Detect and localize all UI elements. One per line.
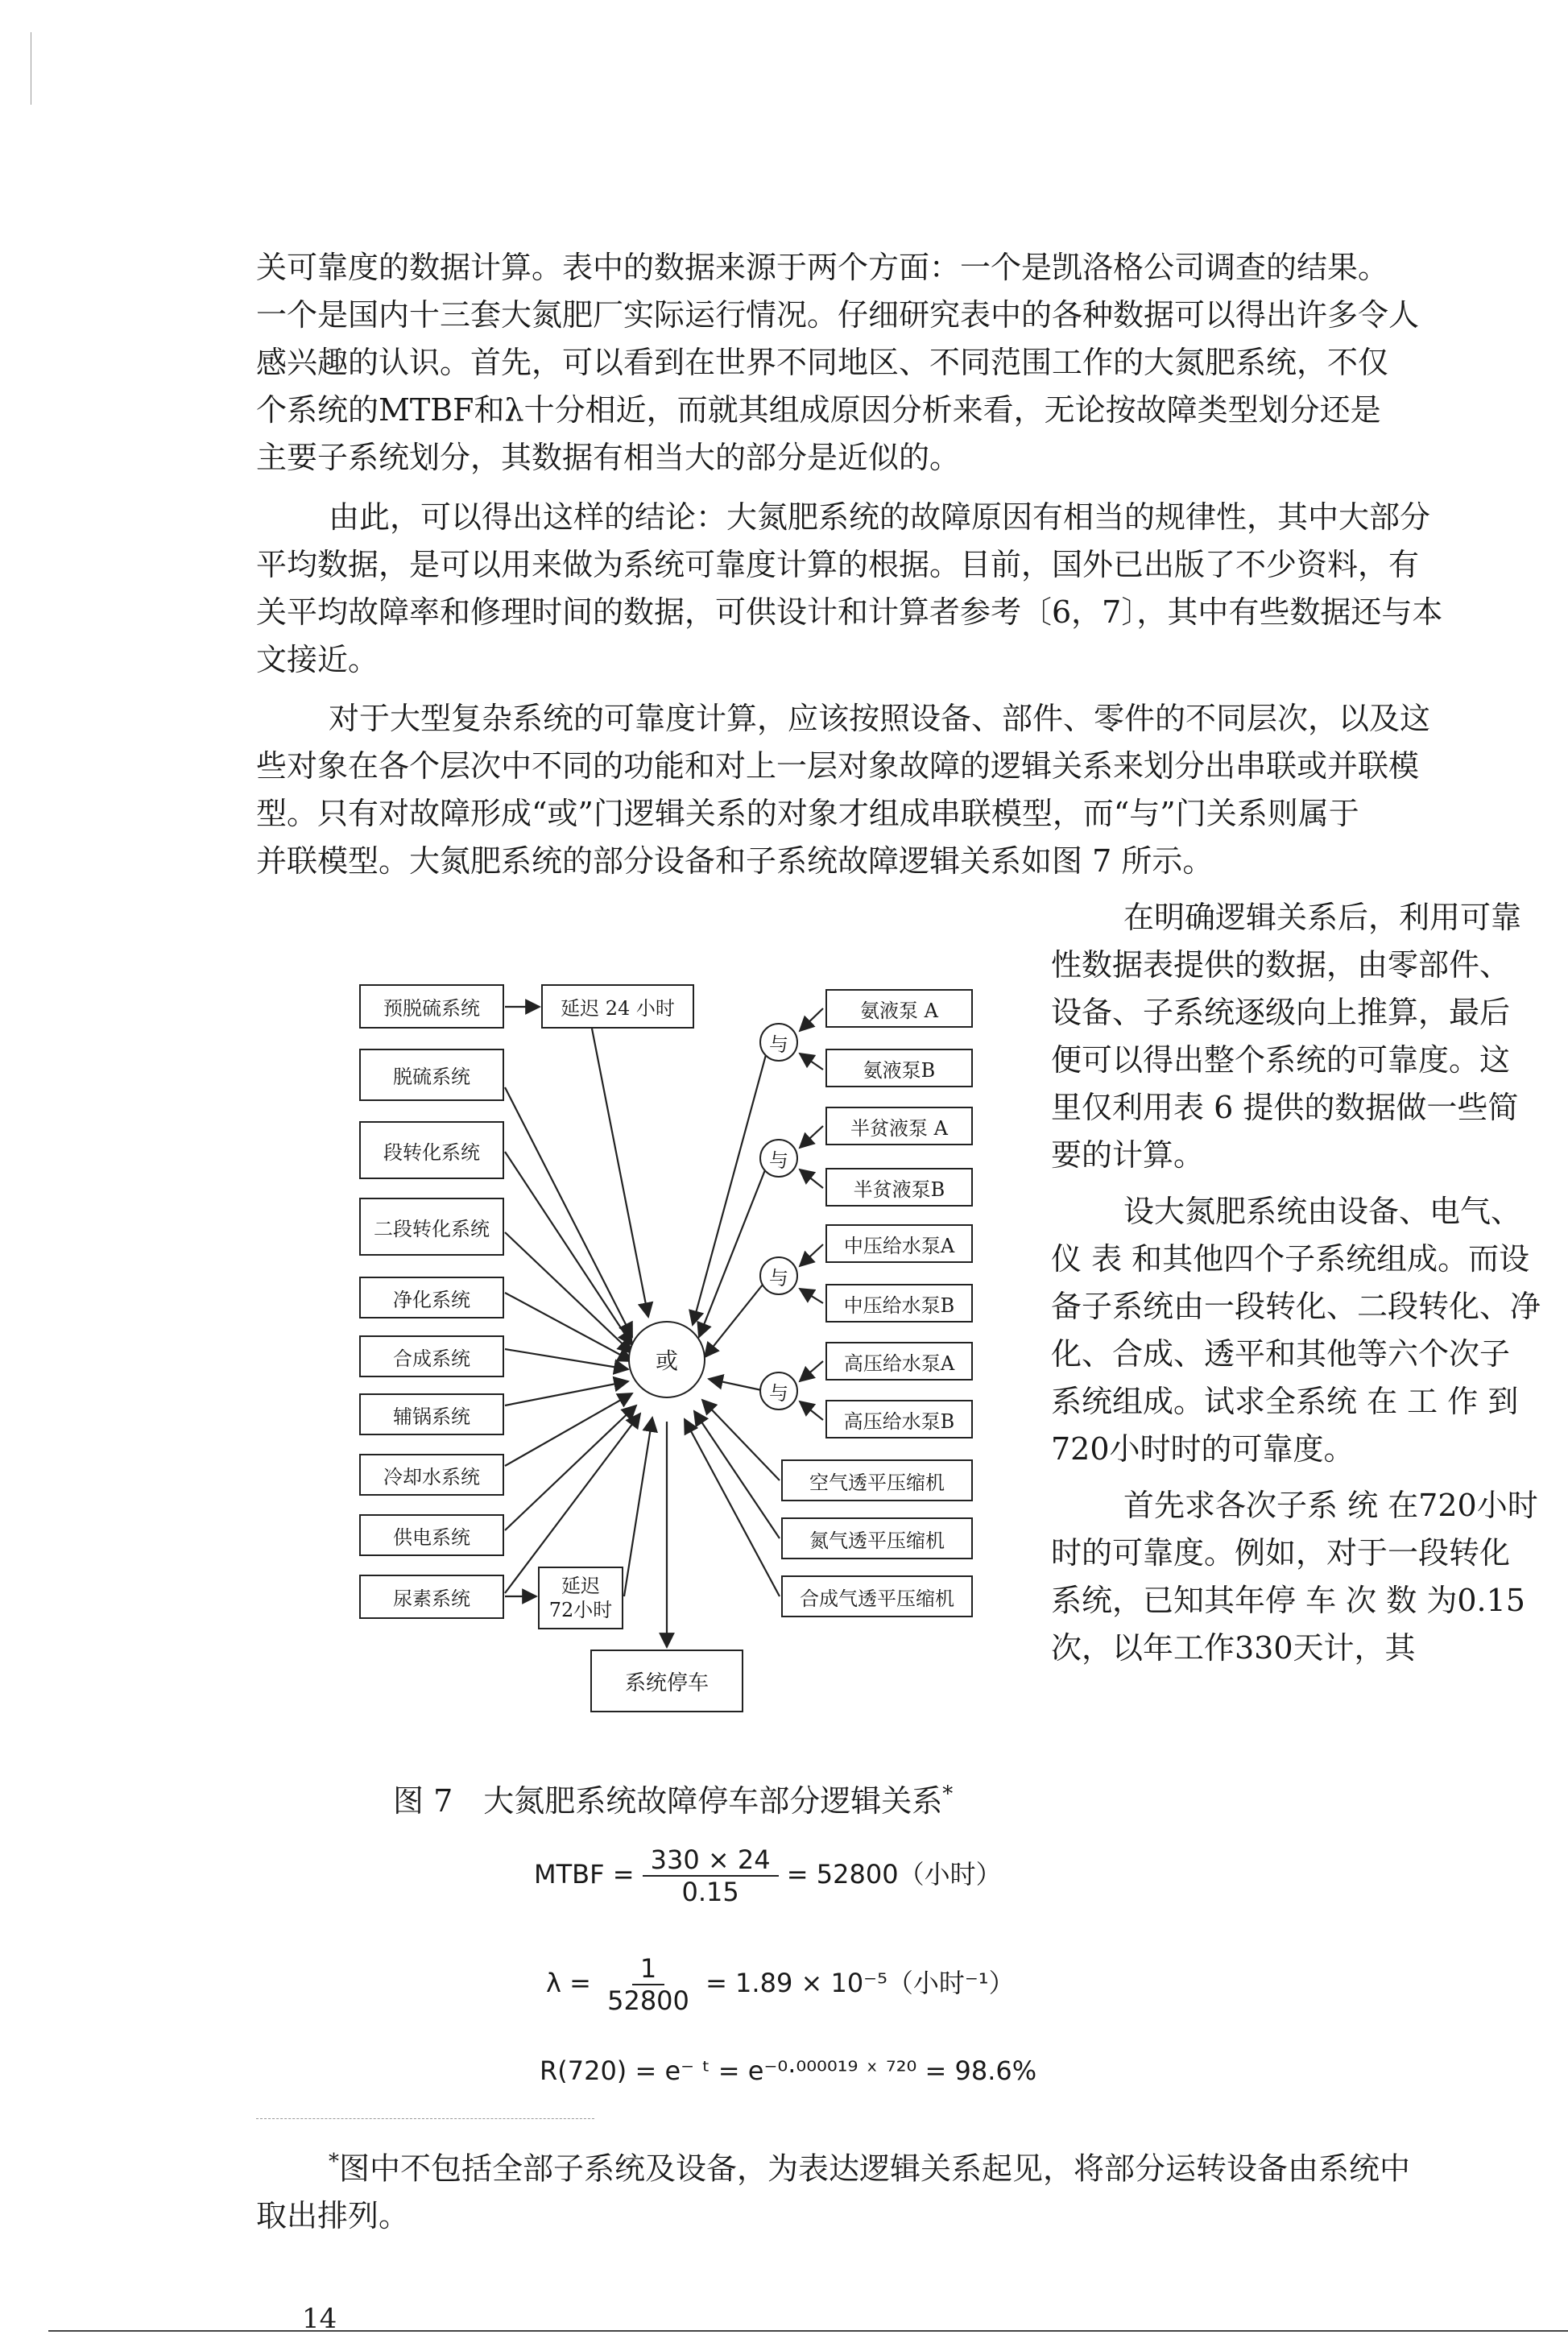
subsystem-box: 段转化系统 [359,1121,504,1179]
bottom-rule [48,2330,1568,2332]
pump-box: 中压给水泵A [825,1224,973,1263]
side-text-line: 时的可靠度。例如，对于一段转化 [1051,1535,1511,1571]
paragraph-line: 关平均故障率和修理时间的数据，可供设计和计算者参考〔6，7〕，其中有些数据还与本 [256,594,1443,630]
or-gate: 或 [628,1321,705,1398]
footnote-line [329,2138,1410,2193]
mtbf-fraction [643,1844,779,1907]
caption-text: 图 7 大氮肥系统故障停车部分逻辑关系 [393,1783,943,1819]
pump-box: 高压给水泵B [825,1400,973,1439]
side-text-line: 首先求各次子系 统 在720小时 [1123,1488,1538,1523]
subsystem-box: 供电系统 [359,1514,504,1556]
paragraph-line: 型。只有对故障形成“或”门逻辑关系的对象才组成串联模型，而“与”门关系则属于 [256,796,1359,831]
mtbf-lhs: MTBF = [534,1859,635,1890]
paragraph-line: 些对象在各个层次中不同的功能和对上一层对象故障的逻辑关系来划分出串联或并联模 [256,748,1420,784]
side-text-line: 里仅利用表 6 提供的数据做一些简 [1051,1090,1519,1125]
mtbf-rhs: = 52800（小时） [786,1859,1002,1890]
side-text-line: 性数据表提供的数据，由零部件、 [1051,947,1511,983]
and-gate: 与 [759,1139,798,1178]
paragraph-line: 关可靠度的数据计算。表中的数据来源于两个方面：一个是凯洛格公司调查的结果。 [256,250,1389,285]
reliability-formula: R(720) = e⁻ ᵗ = e⁻⁰·⁰⁰⁰⁰¹⁹ ˣ ⁷²⁰ = 98.6% [540,2055,1037,2086]
paragraph-line: 主要子系统划分，其数据有相当大的部分是近似的。 [256,440,961,475]
subsystem-box: 冷却水系统 [359,1454,504,1496]
compressor-box: 合成气透平压缩机 [781,1575,973,1617]
subsystem-box: 净化系统 [359,1277,504,1318]
side-text-line: 次，以年工作330天计，其 [1051,1630,1416,1666]
pump-box: 氨液泵B [825,1049,973,1087]
paragraph-line: 一个是国内十三套大氮肥厂实际运行情况。仔细研究表中的各种数据可以得出许多令人 [256,297,1420,333]
subsystem-box: 二段转化系统 [359,1198,504,1256]
paragraph-line: 并联模型。大氮肥系统的部分设备和子系统故障逻辑关系如图 7 所示。 [256,843,1214,879]
lambda-lhs: λ = [546,1968,591,1998]
paragraph-line: 对于大型复杂系统的可靠度计算，应该按照设备、部件、零件的不同层次，以及这 [329,701,1431,736]
side-text-line: 仪 表 和其他四个子系统组成。而设 [1051,1241,1530,1277]
side-text-line: 设大氮肥系统由设备、电气、 [1123,1194,1522,1229]
side-text-line: 系统组成。试求全系统 在 工 作 到 [1051,1384,1519,1419]
side-text-line: 要的计算。 [1051,1137,1205,1173]
subsystem-box: 尿素系统 [359,1575,504,1619]
footnote-mark: * [329,2150,339,2174]
paragraph-line: 感兴趣的认识。首先，可以看到在世界不同地区、不同范围工作的大氮肥系统，不仅 [256,345,1389,380]
caption-footnote-mark: * [942,1782,954,1807]
figure-caption [393,1776,953,1820]
subsystem-box: 辅锅系统 [359,1393,504,1435]
side-text-line: 系统，已知其年停 车 次 数 为0.15 [1051,1583,1525,1618]
pump-box: 半贫液泵 A [825,1107,973,1145]
footnote-text: 图中不包括全部子系统及设备，为表达逻辑关系起见，将部分运转设备由系统中 [339,2151,1411,2187]
subsystem-box: 预脱硫系统 [359,984,504,1029]
compressor-box: 氮气透平压缩机 [781,1517,973,1559]
paragraph-line: 个系统的MTBF和λ十分相近，而就其组成原因分析来看，无论按故障类型划分还是 [256,392,1381,428]
page-number: 14 [302,2303,337,2335]
side-text-line: 720小时时的可靠度。 [1051,1431,1355,1467]
system-shutdown-box: 系统停车 [590,1650,743,1712]
lambda-fraction [599,1953,697,2016]
and-gate: 与 [759,1256,798,1295]
delay-24h-box: 延迟 24 小时 [541,984,694,1029]
side-text-line: 在明确逻辑关系后，利用可靠 [1123,900,1522,935]
mtbf-denominator: 0.15 [681,1877,739,1907]
pump-box: 高压给水泵A [825,1342,973,1381]
mtbf-numerator: 330 × 24 [643,1844,779,1877]
side-text-line: 设备、子系统逐级向上推算，最后 [1051,995,1511,1030]
footnote-line: 取出排列。 [256,2198,410,2233]
and-gate: 与 [759,1372,798,1410]
paragraph-line: 平均数据，是可以用来做为系统可靠度计算的根据。目前，国外已出版了不少资料，有 [256,547,1420,582]
side-text-line: 化、合成、透平和其他等六个次子 [1051,1336,1511,1372]
lambda-numerator: 1 [632,1953,664,1985]
side-text-line: 便可以得出整个系统的可靠度。这 [1051,1042,1511,1078]
pump-box: 中压给水泵B [825,1284,973,1323]
lambda-denominator: 52800 [607,1985,689,2016]
lambda-formula [546,1953,1015,2016]
and-gate: 与 [759,1023,798,1062]
subsystem-box: 脱硫系统 [359,1049,504,1101]
subsystem-box: 合成系统 [359,1335,504,1377]
pump-box: 半贫液泵B [825,1168,973,1207]
lambda-rhs: = 1.89 × 10⁻⁵（小时⁻¹） [705,1968,1015,1998]
paragraph-line: 文接近。 [256,642,379,677]
pump-box: 氨液泵 A [825,989,973,1028]
separator-line [256,2118,594,2119]
paragraph-line: 由此，可以得出这样的结论：大氮肥系统的故障原因有相当的规律性，其中大部分 [329,499,1431,535]
compressor-box: 空气透平压缩机 [781,1459,973,1501]
side-text-line: 备子系统由一段转化、二段转化、净 [1051,1289,1541,1324]
delay-72h-box: 延迟 72小时 [538,1567,623,1629]
mtbf-formula [534,1844,1002,1907]
